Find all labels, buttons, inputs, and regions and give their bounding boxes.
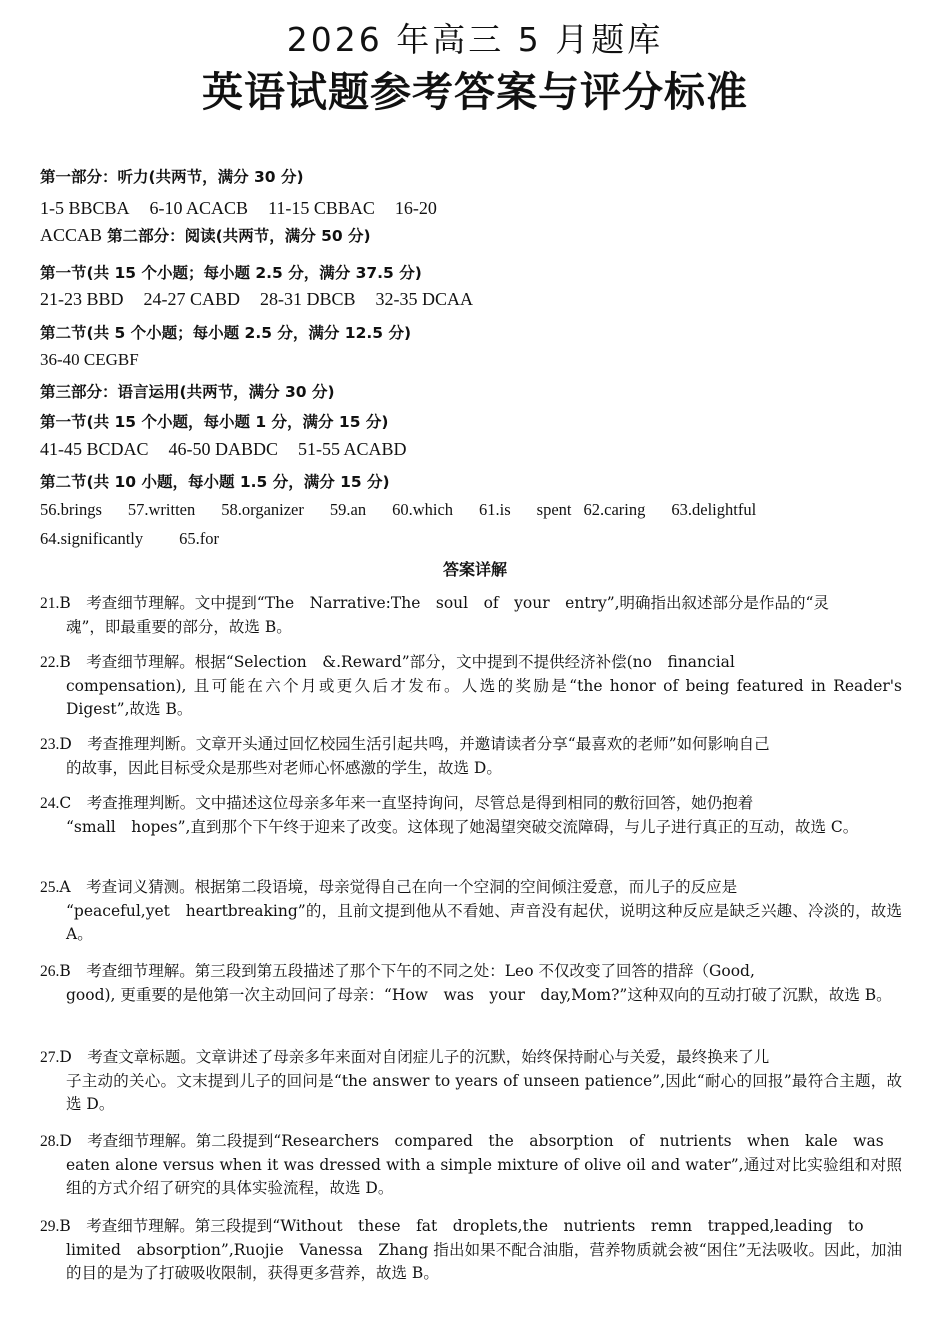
explanation-first-line: C 考查推理判断。文中描述这位母亲多年来一直坚持询问，尽管总是得到相同的敷衍回答，她仍抱着	[59, 794, 754, 812]
explanation-item	[40, 1130, 902, 1201]
answer-group: 28-31 DBCB	[260, 289, 356, 309]
answer-group: 6-10 ACACB	[149, 198, 249, 218]
answer-item: 56.brings	[40, 500, 102, 519]
part2-sec1-heading: 第一节(共 15 个小题；每小题 2.5 分，满分 37.5 分)	[40, 264, 422, 282]
answer-group: 21-23 BBD	[40, 289, 124, 309]
part2-heading: 第二部分：阅读(共两节，满分 50 分)	[107, 227, 371, 245]
explanation-item	[40, 1215, 902, 1286]
explanation-first-line: D 考查细节理解。第二段提到“Researchers compared the absorption of nutrients when kale was	[59, 1132, 884, 1150]
explanation-text: 子主动的关心。文末提到儿子的回问是“the answer to years of unseen patience”,因此“耐心的回报”最符合主题，故选 D。	[66, 1071, 902, 1113]
answer-item: 64.significantly	[40, 529, 144, 548]
answer-item: 57.written	[127, 500, 196, 519]
explanation-first-line: B 考查细节理解。文中提到“The Narrative:The soul of your entry”,明确指出叙述部分是作品的“灵	[59, 594, 829, 612]
part3-sec1-heading: 第一节(共 15 个小题，每小题 1 分，满分 15 分)	[40, 413, 389, 431]
question-number: 24.	[40, 795, 60, 812]
part3-sec2-answers-line2	[40, 529, 245, 549]
answer-group: 32-35 DCAA	[375, 289, 474, 309]
question-number: 26.	[40, 963, 60, 980]
question-number: 25.	[40, 879, 60, 896]
page-title: 2026 年高三 5 月题库	[286, 20, 664, 59]
answer-item: 63.delightful	[671, 500, 757, 519]
question-number: 22.	[40, 654, 60, 671]
answer-group: 41-45 BCDAC	[40, 439, 149, 459]
part1-heading: 第一部分：听力(共两节，满分 30 分)	[40, 168, 304, 186]
explanation-text: compensation), 且可能在六个月或更久后才发布。人选的奖励是“the honor of being featured in Reader's Digest”,故选 B。	[66, 676, 902, 718]
explanation-text: “peaceful,yet heartbreaking”的，且前文提到他从不看她、声音没有起伏，说明这种反应是缺乏兴趣、冷淡的，故选 A。	[66, 901, 902, 943]
explanation-item	[40, 792, 902, 839]
part2-sec2-answers: 36-40 CEGBF	[40, 350, 139, 369]
part3-sec2-heading: 第二节(共 10 小题，每小题 1.5 分，满分 15 分)	[40, 473, 390, 491]
answer-group: 16-20	[394, 198, 437, 218]
answer-item: 65.for	[179, 529, 219, 548]
question-number: 27.	[40, 1049, 60, 1066]
explanation-item	[40, 876, 902, 947]
page-subtitle: 英语试题参考答案与评分标准	[202, 68, 748, 116]
explanation-text: good), 更重要的是他第一次主动回问了母亲：“How was your day,Mom?”这种双向的互动打破了沉默，故选 B。	[66, 985, 892, 1004]
explanation-item	[40, 651, 902, 722]
part3-sec2-answers-line1	[40, 500, 782, 520]
question-number: 28.	[40, 1133, 60, 1150]
explanation-item	[40, 592, 902, 639]
answer-group: 24-27 CABD	[143, 289, 241, 309]
explanation-item	[40, 1046, 902, 1117]
explanation-text: 的故事，因此目标受众是那些对老师心怀感激的学生，故选 D。	[66, 758, 502, 777]
explanation-text: limited absorption”,Ruojie Vanessa Zhang 指出如果不配合油脂，营养物质就会被“困住”无法吸收。因此，加油的目的是为了打破吸收限制，获得更多营养，故选 B。	[66, 1240, 902, 1282]
answer-item: 59.an	[329, 500, 367, 519]
explanation-first-line: B 考查细节理解。第三段提到“Without these fat droplets,the nutrients remn trapped,leading to	[59, 1217, 864, 1235]
answer-item: 60.which	[392, 500, 454, 519]
explanation-first-line: D 考查文章标题。文章讲述了母亲多年来面对自闭症儿子的沉默，始终保持耐心与关爱，最终换来了儿	[59, 1048, 770, 1066]
explanation-text: eaten alone versus when it was dressed with a simple mixture of olive oil and water”,通过对比实验组和对照组的方式介绍了研究的具体实验流程，故选 D。	[66, 1155, 902, 1197]
answer-item: 61.is	[479, 500, 511, 519]
question-number: 29.	[40, 1218, 60, 1235]
explanation-first-line: D 考查推理判断。文章开头通过回忆校园生活引起共鸣，并邀请读者分享“最喜欢的老师”如何影响自己	[59, 735, 770, 753]
answer-item: 62.caring	[583, 500, 646, 519]
explanation-first-line: A 考查词义猜测。根据第二段语境，母亲觉得自己在向一个空洞的空间倾注爱意，而儿子的反应是	[59, 878, 738, 896]
answer-group: 51-55 ACABD	[298, 439, 407, 459]
answer-group: 1-5 BBCBA	[40, 198, 130, 218]
explanation-first-line: B 考查细节理解。根据“Selection &.Reward”部分，文中提到不提供经济补偿(no financial	[59, 653, 735, 671]
part3-heading: 第三部分：语言运用(共两节，满分 30 分)	[40, 383, 335, 401]
part3-sec1-answers	[40, 439, 427, 460]
answer-item: 58.organizer	[221, 500, 304, 519]
part2-sec1-answers	[40, 289, 493, 310]
explanation-item	[40, 733, 902, 780]
explanation-item	[40, 960, 902, 1007]
answer-item: spent	[536, 500, 572, 519]
part2-sec2-heading: 第二节(共 5 个小题；每小题 2.5 分，满分 12.5 分)	[40, 324, 412, 342]
answer-group: 46-50 DABDC	[168, 439, 279, 459]
explanations-heading: 答案详解	[442, 560, 507, 579]
question-number: 21.	[40, 595, 60, 612]
part1-answers-line2	[40, 224, 371, 246]
answer-group: ACCAB	[40, 225, 103, 245]
question-number: 23.	[40, 736, 60, 753]
explanation-first-line: B 考查细节理解。第三段到第五段描述了那个下午的不同之处：Leo 不仅改变了回答的措辞（Good,	[59, 962, 755, 980]
explanation-text: 魂”，即最重要的部分，故选 B。	[66, 617, 292, 636]
answer-group: 11-15 CBBAC	[268, 198, 375, 218]
explanation-text: “small hopes”,直到那个下午终于迎来了改变。这体现了她渴望突破交流障碍，与儿子进行真正的互动，故选 C。	[66, 817, 859, 836]
part1-answers-line1	[40, 198, 457, 219]
